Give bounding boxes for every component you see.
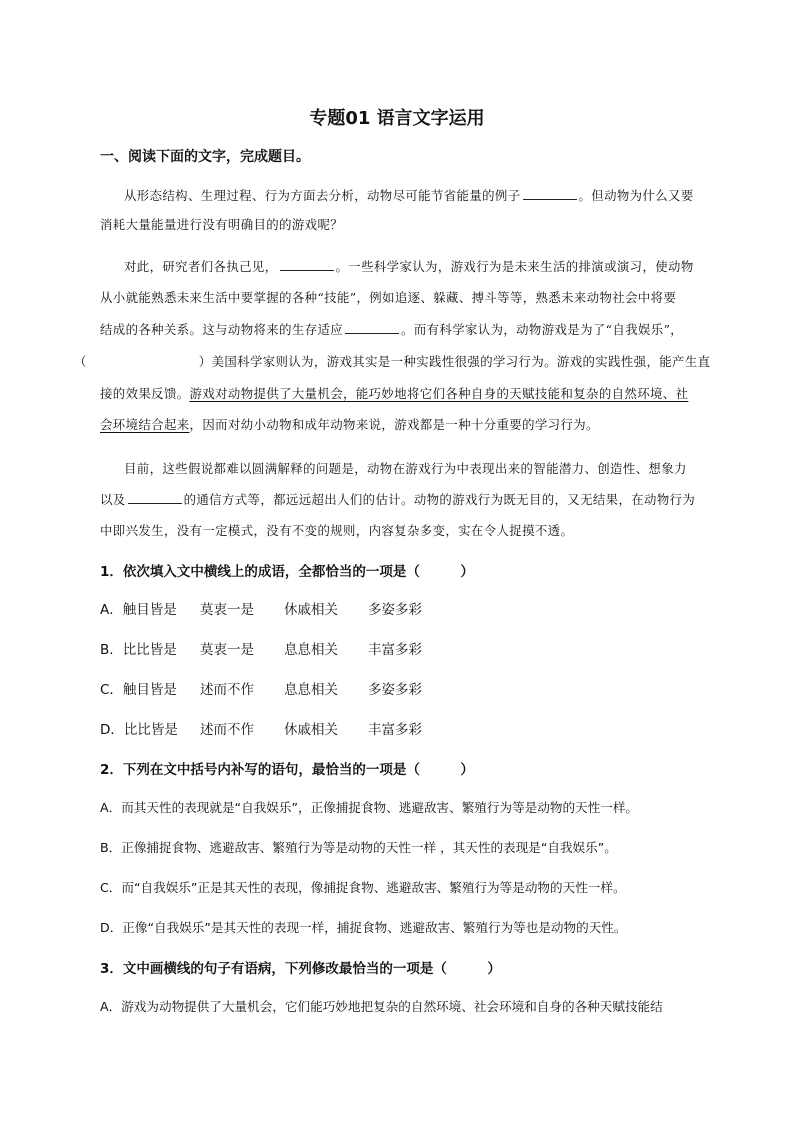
passage-text: ）美国科学家则认为，游戏其实是一种实践性很强的学习行为。游戏的实践性强，能产生直 [198, 354, 711, 369]
option-idiom: B．比比皆是 [100, 642, 177, 658]
question-2-option-c[interactable]: C．而“自我娱乐”正是其天性的表现，像捕捉食物、逃避敌害、繁殖行为等是动物的天性一样。 [100, 880, 626, 895]
passage-text: 。一些科学家认为，游戏行为是未来生活的排演或演习，使动物 [335, 259, 694, 274]
question-1-option-c[interactable] [100, 678, 422, 698]
fill-blank [280, 258, 334, 271]
passage-text: 从形态结构、生理过程、行为方面去分析，动物尽可能节省能量的例子 [124, 188, 521, 203]
page-title: 专题01 语言文字运用 [309, 108, 485, 129]
fill-blank [523, 187, 577, 200]
option-idiom: 莫衷一是 [200, 642, 254, 658]
passage-line [100, 186, 694, 204]
passage-line: 消耗大量能量进行没有明确目的的游戏呢？ [100, 217, 344, 232]
option-idiom: 休戚相关 [284, 602, 338, 618]
option-idiom: D．比比皆是 [100, 722, 178, 738]
question-1-option-b[interactable] [100, 638, 422, 658]
passage-line [74, 352, 710, 370]
passage-line [100, 459, 687, 477]
question-2-option-d[interactable]: D．正像“自我娱乐”是其天性的表现一样，捕捉食物、逃避敌害、繁殖行为等也是动物的天性。 [100, 920, 627, 935]
passage-text: 的通信方式等，都远远超出人们的估计。动物的游戏行为既无目的，又无结果，在动物行为 [183, 492, 696, 507]
option-idiom: C．触目皆是 [100, 682, 177, 698]
option-idiom: 述而不作 [200, 682, 254, 698]
option-idiom: 丰富多彩 [368, 642, 422, 658]
passage-text: 。但动物为什么又要 [578, 188, 694, 203]
question-3-stem: 3．文中画横线的句子有语病，下列修改最恰当的一项是（ ） [100, 961, 501, 977]
question-1-option-a[interactable] [100, 598, 422, 618]
passage-text: 以及 [100, 492, 126, 507]
option-idiom: A．触目皆是 [100, 602, 177, 618]
option-idiom: 休戚相关 [284, 722, 338, 738]
option-idiom: 息息相关 [284, 642, 338, 658]
passage-line [100, 257, 694, 275]
question-1-stem: 1．依次填入文中横线上的成语，全都恰当的一项是（ ） [100, 564, 474, 580]
question-2-option-b[interactable]: B．正像捕捉食物、逃避敌害、繁殖行为等是动物的天性一样 ，其天性的表现是“自我娱乐”。 [100, 840, 617, 855]
option-idiom: 丰富多彩 [368, 722, 422, 738]
passage-line: 中即兴发生，没有一定模式，没有不变的规则，内容复杂多变，实在令人捉摸不透。 [100, 523, 574, 538]
option-idiom: 多姿多彩 [368, 602, 422, 618]
underlined-sentence: 会环境结合起来 [100, 417, 190, 432]
option-idiom: 息息相关 [284, 682, 338, 698]
question-3-option-a[interactable]: A．游戏为动物提供了大量机会，它们能巧妙地把复杂的自然环境、社会环境和自身的各种天赋技能结 [100, 999, 663, 1014]
option-idiom: 述而不作 [200, 722, 254, 738]
passage-line: 从小就能熟悉未来生活中要掌握的各种“技能”，例如追逐、躲藏、搏斗等等，熟悉未来动物社会中将要 [100, 290, 677, 305]
underlined-sentence: 游戏对动物提供了大量机会，能巧妙地将它们各种自身的天赋技能和复杂的自然环境、社 [189, 386, 689, 401]
paren-open: （ [74, 354, 87, 369]
passage-text: 目前，这些假说都难以圆满解释的问题是，动物在游戏行为中表现出来的智能潜力、创造性、想象力 [124, 461, 687, 476]
passage-line [100, 384, 688, 402]
question-1-option-d[interactable] [100, 718, 422, 738]
passage-line [100, 415, 599, 433]
passage-text: 。而有科学家认为，动物游戏是为了“自我娱乐”， [401, 322, 684, 337]
question-2-option-a[interactable]: A．而其天性的表现就是“自我娱乐”，正像捕捉食物、逃避敌害、繁殖行为等是动物的天性一样。 [100, 800, 639, 815]
section-heading: 一、阅读下面的文字，完成题目。 [100, 149, 310, 165]
passage-text: 结成的各种关系。这与动物将来的生存适应 [100, 322, 344, 337]
option-idiom: 莫衷一是 [200, 602, 254, 618]
question-2-stem: 2．下列在文中括号内补写的语句，最恰当的一项是（ ） [100, 762, 474, 778]
passage-text: 接的效果反馈。 [100, 386, 190, 401]
passage-line [100, 490, 695, 508]
passage-line [100, 320, 683, 338]
option-idiom: 多姿多彩 [368, 682, 422, 698]
fill-blank [345, 321, 399, 334]
fill-blank [128, 491, 182, 504]
passage-text: 对此，研究者们各执己见， [124, 259, 278, 274]
passage-text: ，因而对幼小动物和成年动物来说，游戏都是一种十分重要的学习行为。 [189, 417, 599, 432]
